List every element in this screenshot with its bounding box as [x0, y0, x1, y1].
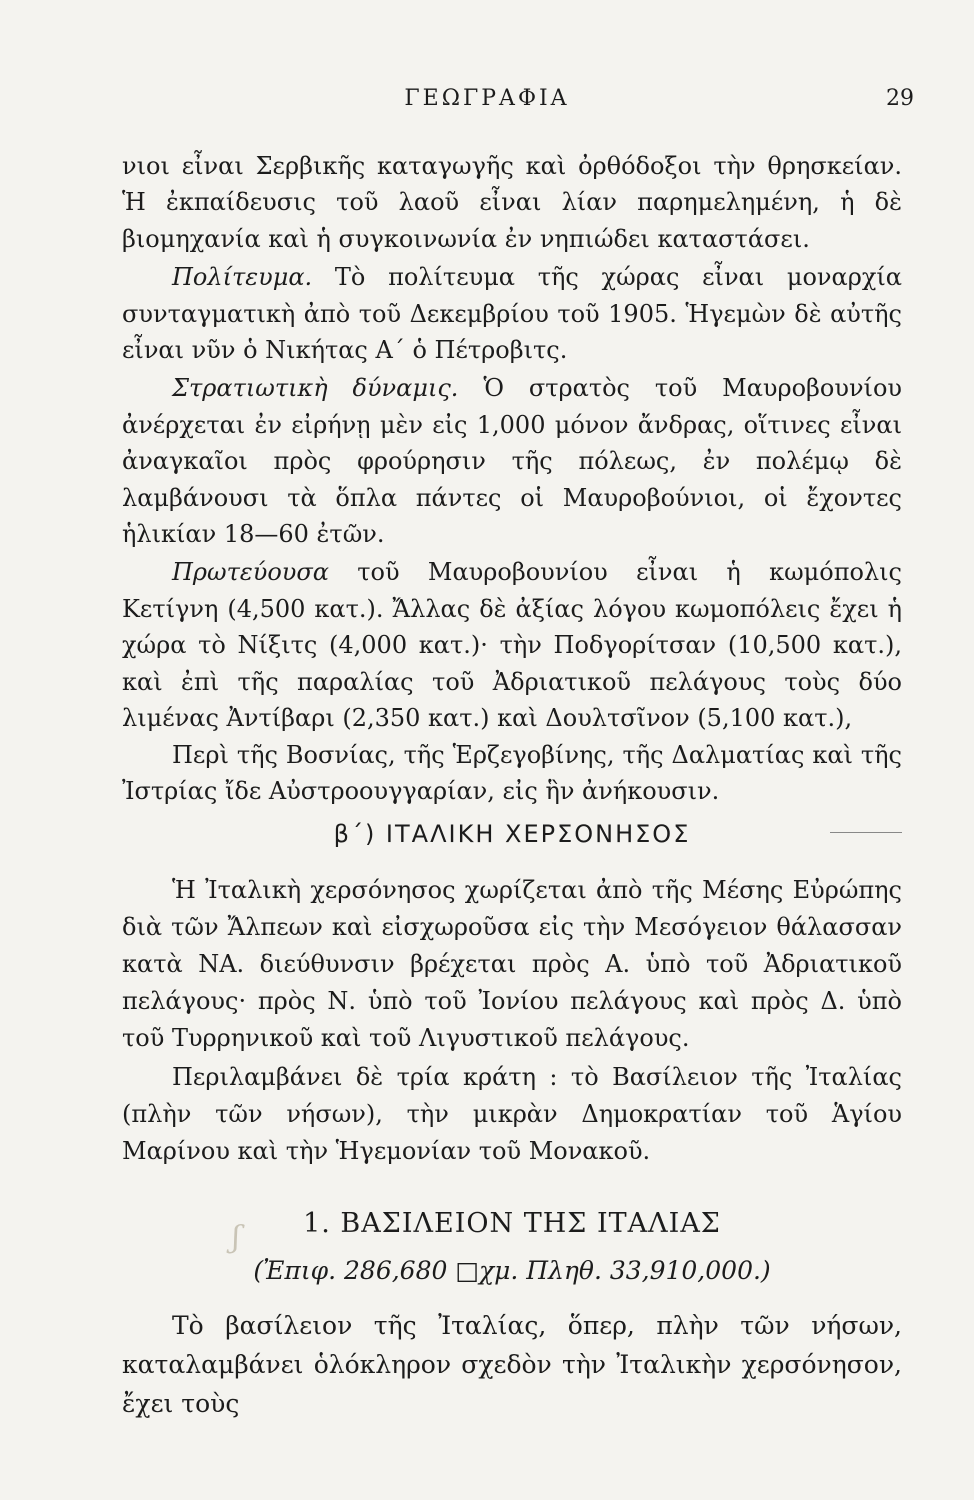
- running-title: ΓΕΩΓΡΑΦΙΑ: [404, 86, 570, 111]
- government-text: Τὸ πολίτευμα τῆς χώρας εἶναι μοναρχία συνταγματικὴ ἀπὸ τοῦ Δεκεμβρίου τοῦ 1905. Ἡγεμὼν δὲ αὐτῆς εἶναι νῦν ὁ Νικήτας Α΄ ὁ Πέτροβιτς.: [122, 263, 902, 365]
- ink-mark: ʃ: [232, 1220, 241, 1255]
- area-population-line: (Ἐπιφ. 286,680 □χμ. Πληθ. 33,910,000.): [253, 1256, 771, 1285]
- paragraph-military: [122, 370, 902, 552]
- runin-heading-capital: Πρωτεύουσα: [172, 558, 329, 587]
- kingdom-text: [122, 1306, 902, 1423]
- paragraph-capital: [122, 554, 902, 736]
- capital-text: τοῦ Μαυροβουνίου εἶναι ἡ κωμόπολις Κετίγνη (4,500 κατ.). Ἄλλας δὲ ἀξίας λόγου κωμοπόλεις ἔχει ἡ χώρα τὸ Νίξιτς (4,000 κατ.)· τὴν Ποδγορίτσαν (10,500 κατ.), καὶ ἐπὶ τῆς παραλίας τοῦ Ἀδριατικοῦ πελάγους τοὺς δύο λιμένας Ἀντίβαρι (2,350 κατ.) καὶ Δουλτσῖνον (5,100 κατ.),: [122, 558, 902, 733]
- paragraph-society: νιοι εἶναι Σερβικῆς καταγωγῆς καὶ ὀρθόδοξοι τὴν θρησκείαν. Ἡ ἐκπαίδευσις τοῦ λαοῦ εἶναι λίαν παρημελημένη, ἡ δὲ βιομηχανία καὶ ἡ συγκοινωνία ἐν νηπιώδει καταστάσει.: [122, 152, 902, 253]
- page-number: 29: [886, 86, 914, 111]
- paragraph-government: [122, 259, 902, 368]
- runin-heading-military: Στρατιωτικὴ δύναμις.: [172, 374, 459, 403]
- section-heading: β΄) ΙΤΑΛΙΚΗ ΧΕΡΣΟΝΗΣΟΣ: [333, 820, 691, 848]
- paragraph-states: Περιλαμβάνει δὲ τρία κράτη : τὸ Βασίλειον τῆς Ἰταλίας (πλὴν τῶν νήσων), τὴν μικρὰν Δημοκρατίαν τοῦ Ἁγίου Μαρίνου καὶ τὴν Ἡγεμονίαν τοῦ Μονακοῦ.: [122, 1063, 902, 1165]
- runin-heading-government: Πολίτευμα.: [172, 263, 313, 292]
- page-header: [0, 86, 974, 116]
- paragraph-cross-reference: Περὶ τῆς Βοσνίας, τῆς Ἑρζεγοβίνης, τῆς Δαλματίας καὶ τῆς Ἰστρίας ἴδε Αὐστροουγγαρίαν, εἰς ἣν ἀνήκουσιν.: [122, 740, 902, 805]
- heading-rule: [830, 832, 902, 833]
- paragraph-kingdom: Τὸ βασίλειον τῆς Ἰταλίας, ὅπερ, πλὴν τῶν νήσων, καταλαμβάνει ὁλόκληρον σχεδὸν τὴν Ἰταλικὴν χερσόνησον, ἔχει τοὺς: [122, 1311, 902, 1418]
- military-text: Ὁ στρατὸς τοῦ Μαυροβουνίου ἀνέρχεται ἐν εἰρήνῃ μὲν εἰς 1,000 μόνον ἄνδρας, οἵτινες εἶναι ἀναγκαῖοι πρὸς φρούρησιν τῆς πόλεως, ἐν πολέμῳ δὲ λαμβάνουσι τὰ ὅπλα πάντες οἱ Μαυροβούνιοι, οἱ ἔχοντες ἡλικίαν 18—60 ἐτῶν.: [122, 374, 902, 549]
- italian-peninsula-text: [122, 872, 902, 1170]
- montenegro-text: [122, 148, 902, 809]
- kingdom-title: 1. ΒΑΣΙΛΕΙΟΝ ΤΗΣ ΙΤΑΛΙΑΣ: [303, 1208, 721, 1239]
- paragraph-boundaries: Ἡ Ἰταλικὴ χερσόνησος χωρίζεται ἀπὸ τῆς Μέσης Εὐρώπης διὰ τῶν Ἄλπεων καὶ εἰσχωροῦσα εἰς τὴν Μεσόγειον θάλασσαν κατὰ ΝΑ. διεύθυνσιν βρέχεται πρὸς Α. ὑπὸ τοῦ Ἀδριατικοῦ πελάγους· πρὸς Ν. ὑπὸ τοῦ Ἰονίου πελάγους καὶ πρὸς Δ. ὑπὸ τοῦ Τυρρηνικοῦ καὶ τοῦ Λιγυστικοῦ πελάγους.: [122, 876, 902, 1052]
